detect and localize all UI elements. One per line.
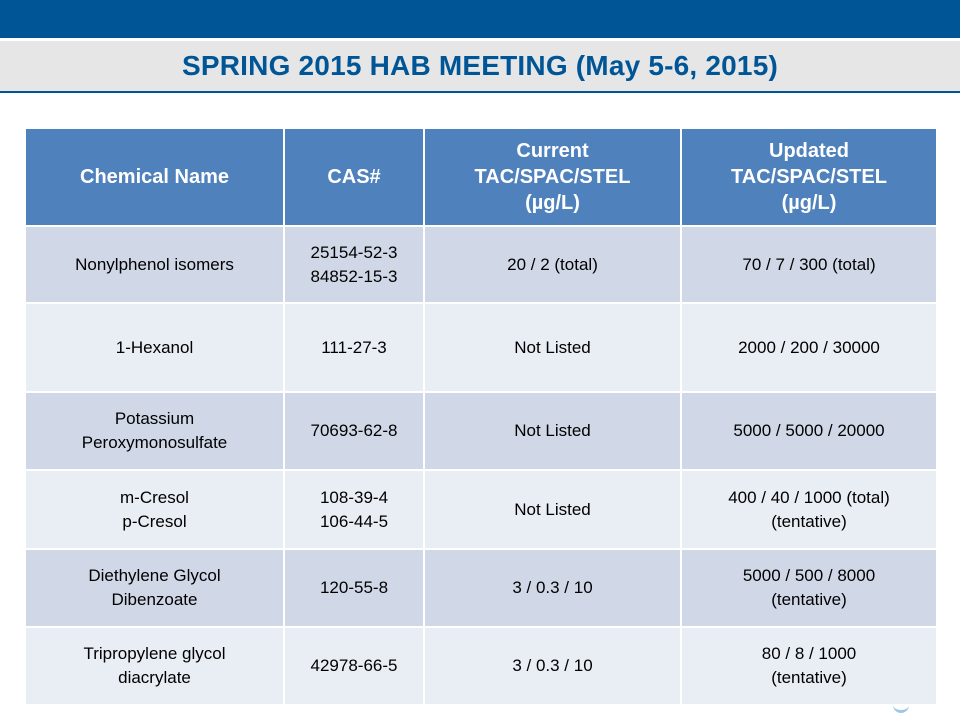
cell-cas-number: 70693-62-8 [284,392,424,470]
table-row [25,549,937,627]
cell-cas-number: 25154-52-3 84852-15-3 [284,226,424,303]
table-row [25,470,937,549]
cell-chemical-name: 1-Hexanol [25,303,284,392]
cell-updated-limits: 70 / 7 / 300 (total) [681,226,937,303]
cell-current-limits: 3 / 0.3 / 10 [424,627,681,705]
cell-current-limits: Not Listed [424,392,681,470]
cell-chemical-name: Potassium Peroxymonosulfate [25,392,284,470]
cell-cas-number: 42978-66-5 [284,627,424,705]
table-row [25,226,937,303]
cell-chemical-name: m-Cresol p-Cresol [25,470,284,549]
cell-current-limits: 3 / 0.3 / 10 [424,549,681,627]
corner-logo-fragment [893,703,909,713]
cell-current-limits: 20 / 2 (total) [424,226,681,303]
cell-updated-limits: 5000 / 500 / 8000 (tentative) [681,549,937,627]
slide-title: SPRING 2015 HAB MEETING (May 5-6, 2015) [182,50,778,81]
table-row [25,627,937,705]
cell-chemical-name: Nonylphenol isomers [25,226,284,303]
table-row [25,303,937,392]
cell-current-limits: Not Listed [424,470,681,549]
cell-chemical-name: Diethylene Glycol Dibenzoate [25,549,284,627]
cell-updated-limits: 400 / 40 / 1000 (total) (tentative) [681,470,937,549]
chemical-limits-table [24,127,938,706]
header-current-limits: Current TAC/SPAC/STEL (µg/L) [424,128,681,226]
cell-updated-limits: 80 / 8 / 1000 (tentative) [681,627,937,705]
cell-chemical-name: Tripropylene glycol diacrylate [25,627,284,705]
cell-updated-limits: 5000 / 5000 / 20000 [681,392,937,470]
cell-current-limits: Not Listed [424,303,681,392]
cell-cas-number: 120-55-8 [284,549,424,627]
table-row [25,392,937,470]
header-cas-number: CAS# [284,128,424,226]
title-bar [0,41,960,93]
cell-cas-number: 108-39-4 106-44-5 [284,470,424,549]
header-chemical-name: Chemical Name [25,128,284,226]
cell-updated-limits: 2000 / 200 / 30000 [681,303,937,392]
cell-cas-number: 111-27-3 [284,303,424,392]
header-updated-limits: Updated TAC/SPAC/STEL (µg/L) [681,128,937,226]
table-header-row [25,128,937,226]
top-color-band [0,0,960,38]
